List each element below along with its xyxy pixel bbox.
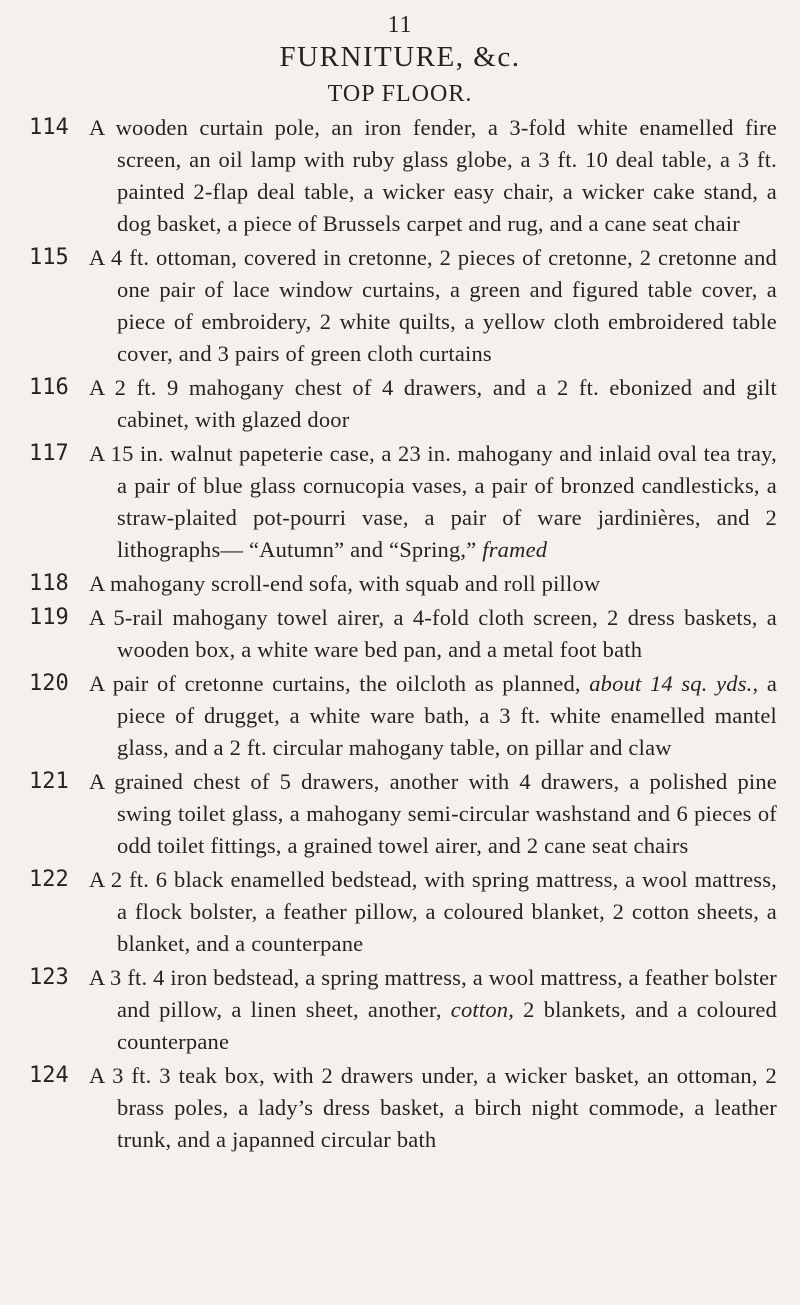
lot-entry [0, 568, 800, 600]
lot-entry [0, 962, 800, 1058]
lot-description: A 2 ft. 9 mahogany chest of 4 drawers, and a 2 ft. ebonized and gilt cabinet, with glazed door [89, 375, 777, 432]
lot-entry [0, 766, 800, 862]
lot-number: 122 [29, 867, 69, 892]
lot-number: 120 [29, 671, 69, 696]
lot-description: A 3 ft. 3 teak box, with 2 drawers under, a wicker basket, an ottoman, 2 brass poles, a lady’s dress basket, a birch night commode, a leather trunk, and a japanned circular bath [89, 1063, 777, 1152]
lot-entry [0, 372, 800, 436]
lot-number: 114 [29, 115, 69, 140]
lot-number: 123 [29, 965, 69, 990]
lot-number: 119 [29, 605, 69, 630]
lot-number: 124 [29, 1063, 69, 1088]
lot-entry [0, 112, 800, 240]
lot-description: A 2 ft. 6 black enamelled bedstead, with spring mattress, a wool mattress, a flock bolster, a feather pillow, a coloured blanket, 2 cotton sheets, a blanket, and a counterpane [89, 867, 777, 956]
lot-description: A 3 ft. 4 iron bedstead, a spring mattress, a wool mattress, a feather bolster and pillow, a linen sheet, another, cotton, 2 blankets, and a coloured counterpane [89, 965, 777, 1054]
lot-italic-note: framed [482, 537, 548, 562]
lot-entry [0, 668, 800, 764]
lot-italic-note: about 14 sq. yds., [589, 671, 759, 696]
lot-italic-note: cotton, [450, 997, 515, 1022]
lot-entry [0, 1060, 800, 1156]
lot-entry [0, 602, 800, 666]
lot-number: 116 [29, 375, 69, 400]
lot-description: A grained chest of 5 drawers, another with 4 drawers, a polished pine swing toilet glass, a mahogany semi-circular washstand and 6 pieces of odd toilet fittings, a grained towel airer, and 2 cane seat chairs [89, 769, 777, 858]
lot-description: A 5-rail mahogany towel airer, a 4-fold cloth screen, 2 dress baskets, a wooden box, a white ware bed pan, and a metal foot bath [89, 605, 777, 662]
lot-description: A pair of cretonne curtains, the oilcloth as planned, about 14 sq. yds., a piece of drugget, a white ware bath, a 3 ft. white enamelled mantel glass, and a 2 ft. circular mahogany table, on pillar and claw [89, 671, 778, 760]
section-title: FURNITURE, &c. [279, 41, 521, 73]
lot-entry [0, 864, 800, 960]
lot-description: A wooden curtain pole, an iron fender, a 3-fold white enamelled fire screen, an oil lamp with ruby glass globe, a 3 ft. 10 deal table, a 3 ft. painted 2-flap deal table, a wicker easy chair, a wicker cake stand, a dog basket, a piece of Brussels carpet and rug, and a cane seat chair [89, 115, 777, 236]
lot-number: 121 [29, 769, 69, 794]
lot-entry [0, 438, 800, 566]
lot-entry [0, 242, 800, 370]
lot-number: 117 [29, 441, 69, 466]
lot-description: A 15 in. walnut papeterie case, a 23 in. mahogany and inlaid oval tea tray, a pair of blue glass cornucopia vases, a pair of bronzed candlesticks, a straw-plaited pot-pourri vase, a pair of ware jardinières, and 2 lithographs— “Autumn” and “Spring,” framed [89, 441, 777, 562]
lot-number: 115 [29, 245, 69, 270]
section-subtitle: TOP FLOOR. [327, 81, 473, 107]
lot-number: 118 [29, 571, 69, 596]
lot-list [0, 112, 800, 1158]
lot-description: A mahogany scroll-end sofa, with squab and roll pillow [89, 571, 601, 596]
page-number: 11 [387, 12, 413, 38]
lot-description: A 4 ft. ottoman, covered in cretonne, 2 pieces of cretonne, 2 cretonne and one pair of lace window curtains, a green and figured table cover, a piece of embroidery, 2 white quilts, a yellow cloth embroidered table cover, and 3 pairs of green cloth curtains [89, 245, 777, 366]
